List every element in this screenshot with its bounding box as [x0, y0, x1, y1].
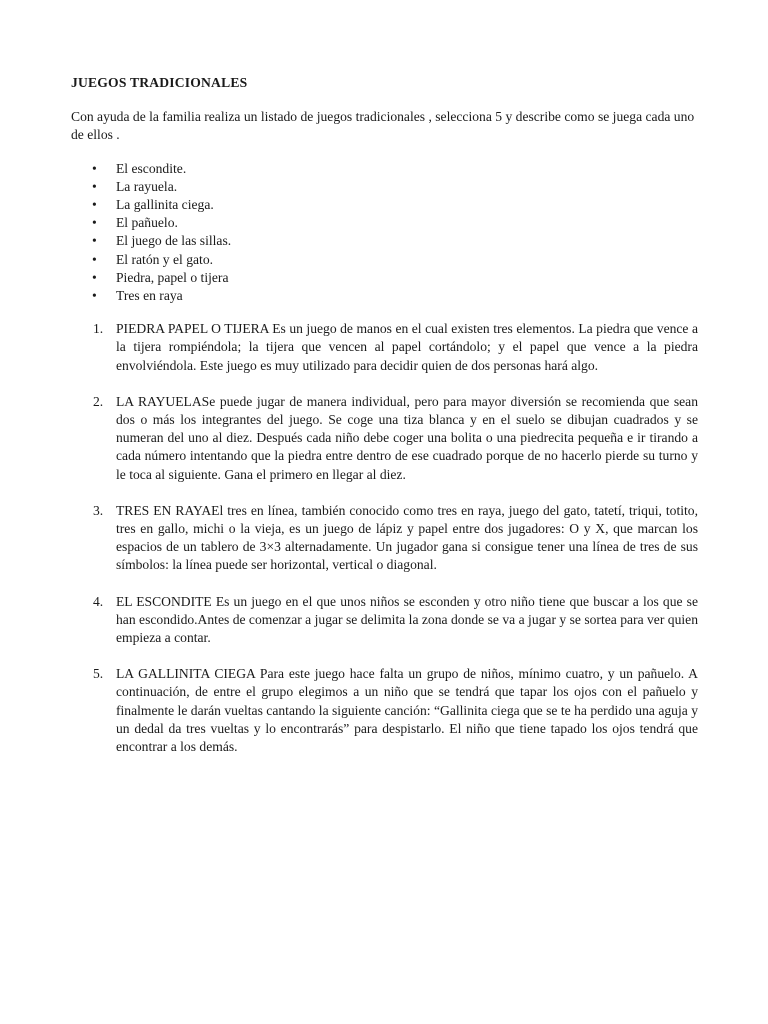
game-description-text: TRES EN RAYAEl tres en línea, también conocido como tres en raya, juego del gato, tatetí, triqui, totito, tres en gallo, michi o la vieja, es un juego de lápiz y papel entre dos jugadores: O y X, que marcan los espacios de un tablero de 3×3 alternadamente. Un jugador gana si consigue tener una línea de tres de sus símbolos: la línea puede ser horizontal, vertical o diagonal. [116, 502, 698, 573]
games-bullet-list [71, 160, 698, 306]
page-title: JUEGOS TRADICIONALES [71, 75, 248, 90]
item-number: 4. [93, 593, 104, 609]
game-description-item [71, 320, 698, 375]
game-description-item [71, 665, 698, 756]
item-number: 5. [93, 666, 104, 682]
bullet-item: • Piedra, papel o tijera [71, 269, 698, 287]
game-description-text: LA RAYUELASe puede jugar de manera individual, pero para mayor diversión se recomienda que sean dos o más los integrantes del juego. Se coge una tiza blanca y en el suelo se dibujan cuadrados y se numeran del uno al diez. Después cada niño debe coger una bolita o una piedrecita pequeña e ir tirando a cada número intentando que la piedra entre dentro de ese cuadrado porque de no hacerlo pierde su turno y le toca al siguiente. Gana el primero en llegar al diez. [116, 393, 698, 482]
item-number: 1. [93, 321, 104, 337]
intro-paragraph: Con ayuda de la familia realiza un listado de juegos tradicionales , selecciona 5 y describe como se juega cada uno de ellos . [71, 109, 695, 143]
game-description-item [71, 593, 698, 648]
bullet-item: • El ratón y el gato. [71, 251, 698, 269]
bullet-item: • La rayuela. [71, 178, 698, 196]
item-number: 3. [93, 502, 104, 518]
bullet-item: • Tres en raya [71, 287, 698, 305]
bullet-item: • La gallinita ciega. [71, 196, 698, 214]
game-description-text: LA GALLINITA CIEGA Para este juego hace falta un grupo de niños, mínimo cuatro, y un pañuelo. A continuación, de entre el grupo elegimos a un niño que se tendrá que tapar los ojos con el pañuelo y finalmente le darán vueltas cantando la siguiente canción: “Gallinita ciega que se te ha perdido una aguja y un dedal da tres vueltas y lo encontrarás” para despistarlo. El niño que tiene tapado los ojos tendrá que encontrar a los demás. [116, 666, 698, 755]
document-page [71, 74, 698, 774]
game-description-text: EL ESCONDITE Es un juego en el que unos niños se esconden y otro niño tiene que buscar a los que se han escondido.Antes de comenzar a jugar se delimita la zona donde se va a jugar y se sortea para ver quien empieza a contar. [116, 593, 698, 646]
game-description-item [71, 502, 698, 575]
bullet-item: • El juego de las sillas. [71, 232, 698, 250]
game-description-item [71, 393, 698, 484]
item-number: 2. [93, 393, 104, 409]
bullet-item: • El escondite. [71, 160, 698, 178]
games-numbered-list [71, 320, 698, 756]
game-description-text: PIEDRA PAPEL O TIJERA Es un juego de manos en el cual existen tres elementos. La piedra que vence a la tijera rompiéndola; la tijera que vencen al papel cortándolo; y el papel que vence a la piedra envolviéndola. Este juego es muy utilizado para decidir quien de dos personas hará algo. [116, 321, 698, 373]
bullet-item: • El pañuelo. [71, 214, 698, 232]
